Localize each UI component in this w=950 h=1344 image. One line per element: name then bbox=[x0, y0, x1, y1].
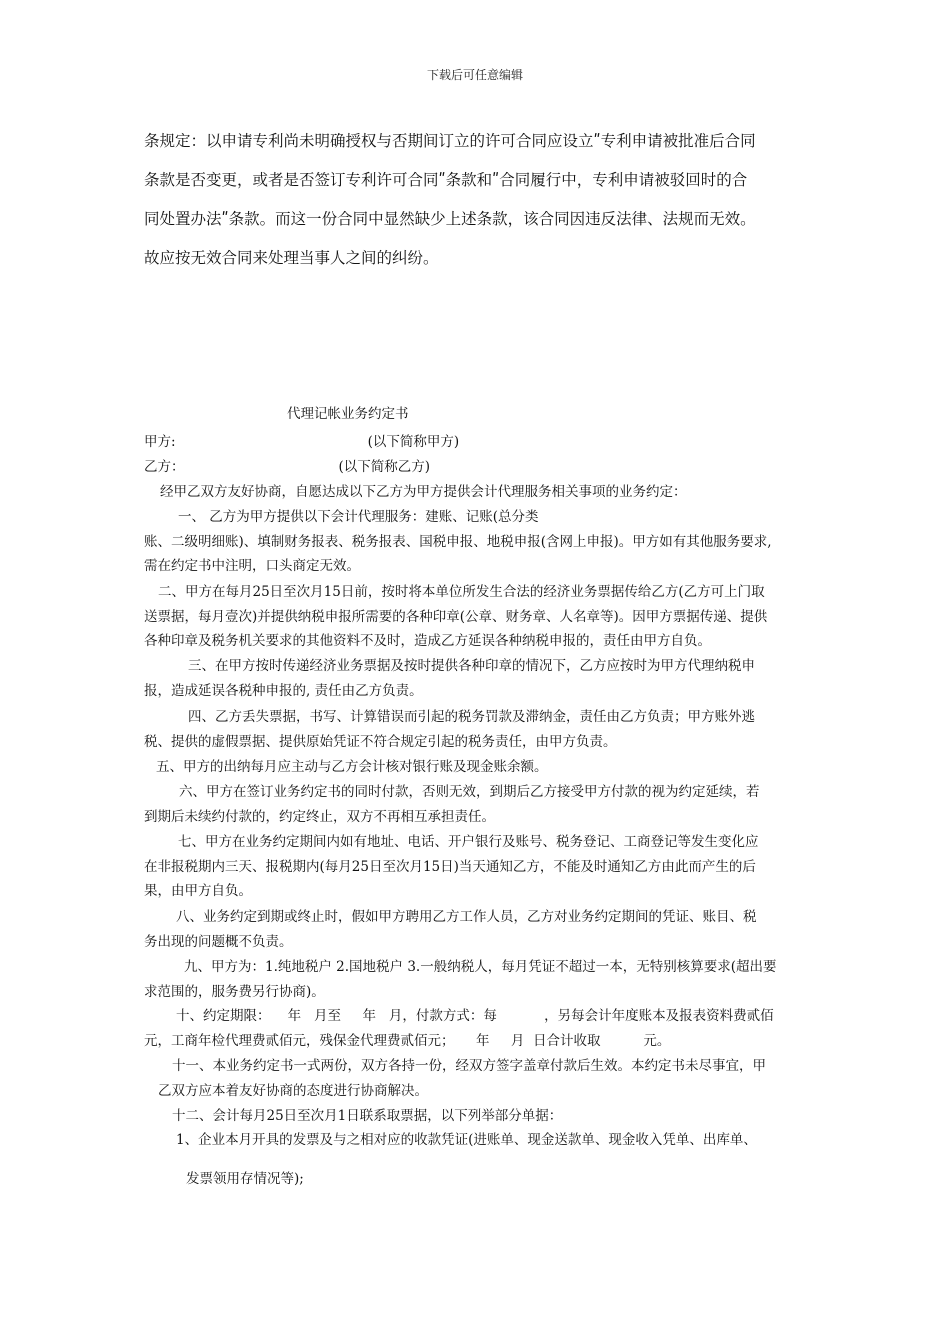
clause-6 bbox=[144, 780, 814, 829]
clause-line: 元，工商年检代理费贰佰元，残保金代理费贰佰元； 年 月 日合计收取 元。 bbox=[144, 1032, 671, 1049]
clause-9 bbox=[144, 955, 814, 1004]
clause-12 bbox=[144, 1104, 814, 1129]
party-b-line bbox=[144, 455, 814, 480]
clause-line: 税、提供的虚假票据、提供原始凭证不符合规定引起的税务责任，由甲方负责。 bbox=[144, 733, 617, 750]
clause-8 bbox=[144, 905, 814, 954]
clause-line: 九、甲方为：1.纯地税户 2.国地税户 3.一般纳税人，每月凭证不超过一本，无特别核算要求(超出要 bbox=[184, 959, 777, 975]
clause-line: 乙双方应本着友好协商的态度进行协商解决。 bbox=[158, 1082, 428, 1099]
clause-5 bbox=[144, 755, 814, 780]
paragraph-line: 条规定：以申请专利尚未明确授权与否期间订立的许可合同应设立ʺ专利申请被批准后合同 bbox=[144, 132, 756, 150]
top-paragraph bbox=[144, 122, 810, 278]
clause-line: 报，造成延误各税种申报的, 责任由乙方负责。 bbox=[144, 682, 423, 699]
clause-line: 果，由甲方自负。 bbox=[144, 883, 252, 899]
clause-10 bbox=[144, 1004, 814, 1053]
clause-line: 六、甲方在签订业务约定书的同时付款，否则无效，到期后乙方接受甲方付款的视为约定延续，若 bbox=[179, 784, 760, 800]
clause-3 bbox=[144, 654, 814, 703]
clause-line: 八、业务约定到期或终止时，假如甲方聘用乙方工作人员，乙方对业务约定期间的凭证、账目、税 bbox=[176, 909, 757, 925]
paragraph-line: 条款是否变更，或者是否签订专利许可合同ʺ条款和ʺ合同履行中，专利申请被驳回时的合 bbox=[144, 171, 748, 189]
party-a-line bbox=[144, 430, 814, 455]
clause-line: 到期后未续约付款的，约定终止，双方不再相互承担责任。 bbox=[144, 808, 495, 825]
clause-12-item-1 bbox=[144, 1128, 814, 1153]
clause-line: 1、企业本月开具的发票及与之相对应的收款凭证(进账单、现金送款单、现金收入凭单、出库单、 bbox=[176, 1132, 757, 1148]
clause-1 bbox=[144, 505, 814, 579]
paragraph-line: 故应按无效合同来处理当事人之间的纠纷。 bbox=[144, 249, 439, 267]
clause-line: 十二、会计每月25日至次月1日联系取票据，以下列举部分单据： bbox=[172, 1108, 563, 1124]
party-a-note: (以下简称甲方) bbox=[367, 434, 460, 450]
clause-line: 七、甲方在业务约定期间内如有地址、电话、开户银行及账号、税务登记、工商登记等发生变化应 bbox=[178, 834, 759, 850]
clause-line: 账、二级明细账)、填制财务报表、税务报表、国税申报、地税申报(含网上申报)。甲方如有其他服务要求, bbox=[144, 533, 772, 550]
clause-line: 十、约定期限： 年 月至 年 月，付款方式：每 ，另每会计年度账本及报表资料费贰佰 bbox=[176, 1008, 774, 1024]
document-title: 代理记帐业务约定书 bbox=[287, 406, 409, 422]
clause-line: 二、甲方在每月25日至次月15日前，按时将本单位所发生合法的经济业务票据传给乙方(乙方可上门取 bbox=[158, 584, 765, 600]
clause-line: 送票据，每月壹次)并提供纳税申报所需要的各种印章(公章、财务章、人名章等)。因甲方票据传递、提供 bbox=[144, 608, 768, 625]
clause-line: 求范围的，服务费另行协商)。 bbox=[144, 983, 325, 1000]
clause-line: 三、在甲方按时传递经济业务票据及按时提供各种印章的情况下，乙方应按时为甲方代理纳税申 bbox=[188, 658, 755, 674]
clause-line: 务出现的问题概不负责。 bbox=[144, 933, 293, 950]
clause-line: 四、乙方丢失票据，书写、计算错误而引起的税务罚款及滞纳金，责任由乙方负责；甲方账外逃 bbox=[188, 709, 755, 725]
page-header: 下载后可任意编辑 bbox=[426, 68, 523, 82]
clause-line: 一、 乙方为甲方提供以下会计代理服务：建账、记账(总分类 bbox=[178, 509, 539, 525]
clause-4 bbox=[144, 705, 814, 754]
intro-paragraph: 经甲乙双方友好协商，自愿达成以下乙方为甲方提供会计代理服务相关事项的业务约定： bbox=[160, 484, 687, 500]
clause-line: 需在约定书中注明，口头商定无效。 bbox=[144, 558, 360, 574]
last-line: 发票领用存情况等); bbox=[186, 1171, 304, 1187]
party-a-label: 甲方: bbox=[144, 434, 176, 450]
paragraph-line: 同处置办法ʺ条款。而这一份合同中显然缺少上述条款，该合同因违反法律、法规而无效。 bbox=[144, 210, 756, 228]
clause-7 bbox=[144, 830, 814, 904]
party-b-note: (以下简称乙方) bbox=[338, 459, 431, 475]
clause-line: 十一、本业务约定书一式两份，双方各持一份，经双方签字盖章付款后生效。本约定书未尽事宜，甲 bbox=[172, 1058, 766, 1074]
clause-line: 各种印章及税务机关要求的其他资料不及时，造成乙方延误各种纳税申报的，责任由甲方自负。 bbox=[144, 633, 711, 649]
clause-2 bbox=[144, 580, 814, 654]
party-b-label: 乙方： bbox=[144, 459, 185, 475]
clause-line: 在非报税期内三天、报税期内(每月25日至次月15日)当天通知乙方，不能及时通知乙方由此而产生的后 bbox=[144, 858, 756, 875]
clause-11 bbox=[144, 1054, 814, 1103]
clause-line: 五、甲方的出纳每月应主动与乙方会计核对银行账及现金账余额。 bbox=[156, 759, 548, 775]
